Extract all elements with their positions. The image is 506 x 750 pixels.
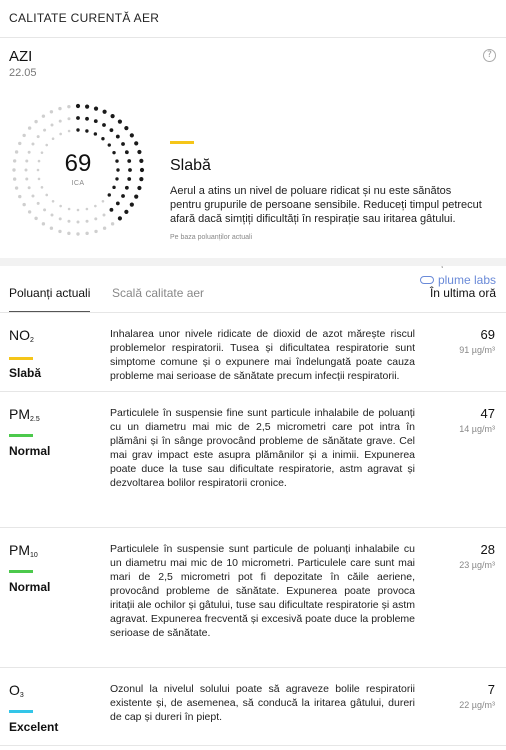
gauge-dot-filled xyxy=(124,210,128,214)
gauge-dot-empty xyxy=(77,221,80,224)
gauge-dot-empty xyxy=(22,134,25,137)
gauge-dot-empty xyxy=(52,137,55,140)
gauge-dot-filled xyxy=(121,194,125,198)
gauge-dot-filled xyxy=(85,129,88,132)
gauge-dot-empty xyxy=(94,230,97,233)
aqi-value: 69 xyxy=(64,150,92,177)
pollutant-name: $NO_2$ xyxy=(9,327,34,344)
gauge-dot-filled xyxy=(118,216,122,220)
pollutant-status: Excelent xyxy=(9,720,59,734)
gauge-dot-filled xyxy=(102,123,106,127)
section-divider xyxy=(0,258,506,266)
gauge-dot-empty xyxy=(22,203,25,206)
gauge-dot-filled xyxy=(94,106,98,110)
gauge-dot-empty xyxy=(77,209,80,212)
tab-bar xyxy=(0,266,506,313)
gauge-dot-filled xyxy=(130,203,134,207)
gauge-dot-empty xyxy=(86,208,89,211)
pollutant-value: 47 xyxy=(480,406,495,421)
date-label: 22.05 xyxy=(9,67,37,79)
gauge-dot-empty xyxy=(59,217,62,220)
gauge-dot-empty xyxy=(51,214,54,217)
based-on-note: Pe baza poluanților actuali xyxy=(170,234,253,241)
pollutant-concentration: 91 µg/m³ xyxy=(459,345,495,355)
level-color-bar xyxy=(170,141,194,144)
gauge-dot-filled xyxy=(111,114,115,118)
gauge-dot-empty xyxy=(34,217,37,220)
help-icon[interactable]: ? xyxy=(483,49,496,62)
gauge-dot-empty xyxy=(94,217,97,220)
tab-current-pollutants[interactable]: Poluanți actuali xyxy=(9,286,90,312)
pollutant-status: Slabă xyxy=(9,366,42,380)
section-header xyxy=(0,0,506,38)
gauge-dot-empty xyxy=(50,227,53,230)
pollutant-value: 7 xyxy=(487,682,495,697)
gauge-dot-empty xyxy=(42,222,45,225)
gauge-dot-filled xyxy=(76,104,80,108)
gauge-dot-empty xyxy=(59,120,62,123)
level-name: Slabă xyxy=(170,157,211,174)
pollutant-list xyxy=(0,313,506,746)
gauge-dot-empty xyxy=(42,114,45,117)
section-title: CALITATE CURENTĂ AER xyxy=(9,11,160,25)
gauge-dot-empty xyxy=(28,126,31,129)
gauge-dot-empty xyxy=(37,202,40,205)
gauge-dot-empty xyxy=(58,107,61,110)
gauge-dot-empty xyxy=(102,200,105,203)
gauge-dot-empty xyxy=(52,200,55,203)
gauge-dot-filled xyxy=(116,135,120,139)
gauge-dot-empty xyxy=(67,117,70,120)
gauge-dot-filled xyxy=(85,105,89,109)
pollutant-color-bar xyxy=(9,710,33,713)
pollutant-color-bar xyxy=(9,357,33,360)
level-description: Aerul a atins un nivel de poluare ridicat și nu este sănătos pentru grupurile de persoane sensibile. Reduceți timpul petrecut afară dacă simțiți dificultăți în respirație sau iritarea gâtului. xyxy=(170,185,482,225)
gauge-dot-filled xyxy=(124,126,128,130)
pollutant-concentration: 14 µg/m³ xyxy=(459,424,495,434)
gauge-dot-filled xyxy=(110,128,114,132)
gauge-dot-empty xyxy=(18,195,21,198)
pollutant-row-pm25 xyxy=(0,392,506,528)
gauge-dot-filled xyxy=(130,133,134,137)
gauge-dot-filled xyxy=(121,142,125,146)
gauge-dot-empty xyxy=(59,205,62,208)
gauge-dot-empty xyxy=(43,129,46,132)
gauge-dot-empty xyxy=(31,143,34,146)
gauge-dot-empty xyxy=(94,205,97,208)
pollutant-status: Normal xyxy=(9,580,51,594)
gauge-dot-empty xyxy=(59,133,62,136)
gauge-dot-filled xyxy=(108,193,111,196)
gauge-dot-empty xyxy=(34,120,37,123)
gauge-dot-empty xyxy=(111,222,114,225)
pollutant-row-o3 xyxy=(0,668,506,746)
gauge-dot-empty xyxy=(58,230,61,233)
aqi-unit: ICA xyxy=(71,180,85,187)
gauge-dot-filled xyxy=(94,119,98,123)
gauge-dot-filled xyxy=(118,120,122,124)
pollutant-color-bar xyxy=(9,570,33,573)
pollutant-concentration: 23 µg/m³ xyxy=(459,560,495,570)
gauge-dot-filled xyxy=(85,117,89,121)
day-label: AZI xyxy=(9,48,33,65)
gauge-dot-filled xyxy=(116,202,120,206)
pollutant-color-bar xyxy=(9,434,33,437)
pollutant-concentration: 22 µg/m³ xyxy=(459,700,495,710)
gauge-dot-empty xyxy=(31,195,34,198)
gauge-dot-empty xyxy=(51,123,54,126)
gauge-dot-empty xyxy=(103,227,106,230)
gauge-dot-empty xyxy=(67,220,70,223)
pollutant-name: $PM_{10}$ xyxy=(9,542,38,559)
gauge-dot-empty xyxy=(86,220,89,223)
brand-name: plume labs xyxy=(437,273,496,287)
gauge-dot-empty xyxy=(67,232,70,235)
pollutant-value: 28 xyxy=(480,542,495,557)
pollutant-name: $O_3$ xyxy=(9,682,24,699)
pollutant-description: Particulele în suspensie sunt particule de poluanți inhalabile cu un diametru mai mic de 10 micrometri. Particulele care sunt mai mari de 2,5 micrometri pot fi depozitate în căile aeriene, provocând probleme de sănătate. Expunerea poate provoca iritații ale ochilor și gâtului, tuse sau dificultate respiratorie și astm agravat. Expunerea frecventă și excesivă poate duce la probleme serioase de sănătate. xyxy=(110,543,415,639)
gauge-dot-empty xyxy=(37,135,40,138)
gauge-dot-empty xyxy=(103,214,106,217)
pollutant-description: Particulele în suspensie fine sunt particule inhalabile de poluanți cu un diametru mai mic de 2,5 micrometri care pot intra în plămâni și în sânge provocând probleme de sănătate grave. Cel mai grav impact este asupra plămânilor și a inimii. Expunerea poate duce la tuse sau dificultate respiratorie, astm agravat și dezvoltarea bolilor respiratorii cronice. xyxy=(110,407,415,489)
gauge-dot-filled xyxy=(110,208,114,212)
gauge-dot-filled xyxy=(134,194,138,198)
gauge-dot-filled xyxy=(94,132,97,135)
pollutant-value: 69 xyxy=(480,327,495,342)
gauge-dot-empty xyxy=(43,208,46,211)
pollutant-status: Normal xyxy=(9,444,51,458)
gauge-dot-filled xyxy=(102,110,106,114)
aqi-summary xyxy=(0,38,506,287)
last-hour-label: În ultima oră xyxy=(429,286,496,300)
gauge-dot-empty xyxy=(85,232,88,235)
gauge-dot-filled xyxy=(108,143,111,146)
pollutant-row-no2 xyxy=(0,313,506,392)
gauge-dot-empty xyxy=(45,194,48,197)
pollutant-row-pm10 xyxy=(0,528,506,668)
gauge-dot-empty xyxy=(68,130,71,133)
gauge-dot-filled xyxy=(134,141,138,145)
gauge-dot-filled xyxy=(76,116,80,120)
gauge-dot-empty xyxy=(28,210,31,213)
gauge-dot-empty xyxy=(18,142,21,145)
pollutant-description: Ozonul la nivelul solului poate să agraveze bolile respiratorii existente și, de asemenea, să conducă la iritarea gâtului, dureri de cap și dureri în piept. xyxy=(110,683,415,723)
aqi-gauge xyxy=(8,100,148,240)
gauge-dot-empty xyxy=(76,232,79,235)
gauge-dot-filled xyxy=(76,128,79,131)
gauge-dot-empty xyxy=(68,208,71,211)
pollutant-name: $PM_{2.5}$ xyxy=(9,406,40,423)
gauge-dot-empty xyxy=(45,144,48,147)
pollutant-description: Inhalarea unor nivele ridicate de dioxid de azot mărește riscul problemelor respiratorii. Tusea și dificultatea respiratorie sunt simptome comune și o expunere mai îndelungată poate cauza probleme mai serioase de sănătate precum infecții respiratorii. xyxy=(110,328,415,382)
tab-air-quality-scale[interactable]: Scală calitate aer xyxy=(112,286,205,300)
gauge-dot-empty xyxy=(50,110,53,113)
gauge-dot-filled xyxy=(101,137,104,140)
gauge-dot-empty xyxy=(67,105,70,108)
